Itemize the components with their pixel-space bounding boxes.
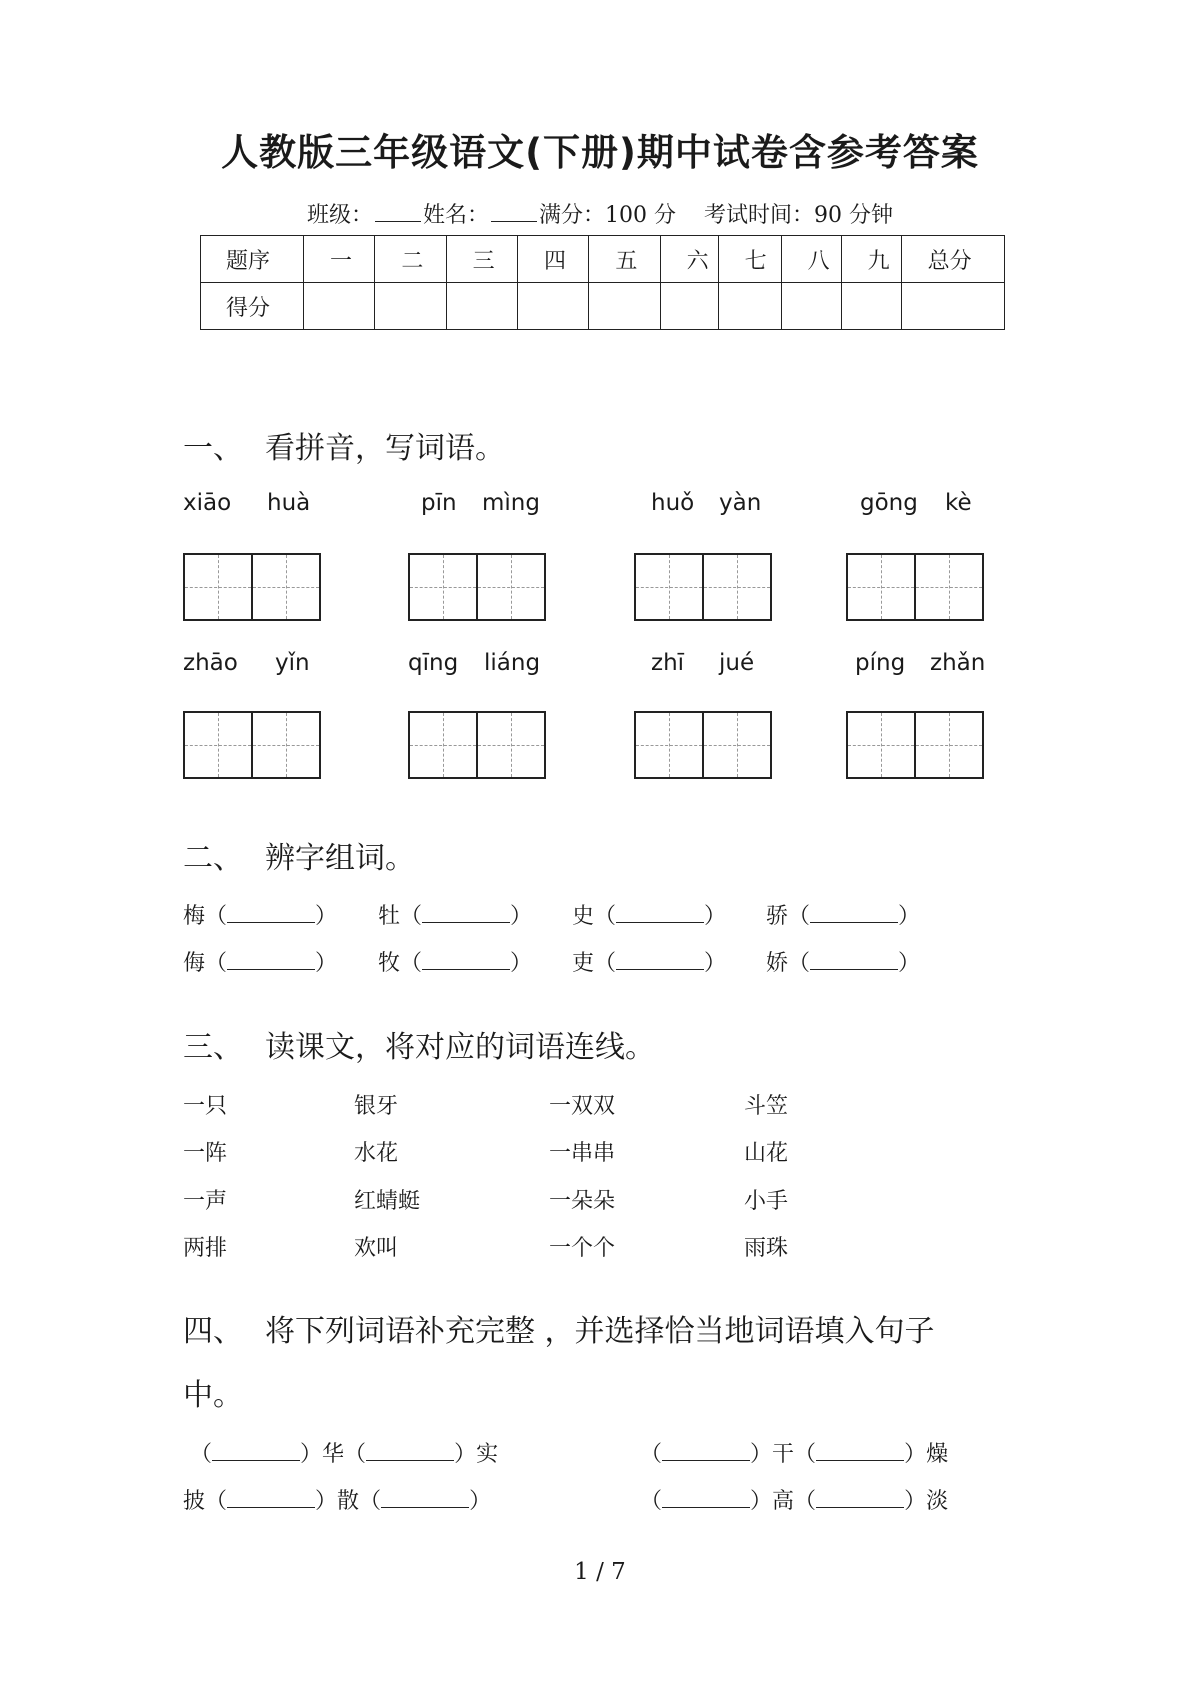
pinyin: huǒ [651, 490, 695, 516]
score-table-score-row [201, 283, 1005, 330]
exam-info [0, 198, 1200, 229]
idiom-item: （ ）高（ ）淡 [640, 1489, 949, 1514]
word-item: 牡（ ） [378, 904, 533, 929]
pinyin: jué [719, 650, 755, 676]
score-input-cell[interactable] [517, 283, 588, 330]
class-blank[interactable] [375, 203, 421, 222]
match-word[interactable]: 小手 [744, 1189, 789, 1214]
pinyin: píng [855, 650, 906, 676]
idiom-item: 披（ ）散（ ） [183, 1489, 492, 1514]
match-word[interactable]: 雨珠 [744, 1236, 789, 1261]
word-item: 梅（ ） [183, 904, 338, 929]
pinyin: qīng [408, 650, 459, 676]
page-number: 1 / 7 [574, 1559, 626, 1585]
score-input-cell[interactable] [375, 283, 446, 330]
pinyin: xiāo [183, 490, 232, 516]
answer-blank[interactable] [227, 951, 315, 970]
score-input-cell[interactable] [841, 283, 901, 330]
score-input-cell[interactable] [304, 283, 375, 330]
pinyin: gōng [860, 490, 918, 516]
section-title: 读课文，将对应的词语连线。 [265, 1030, 655, 1065]
score-input-cell[interactable] [718, 283, 781, 330]
answer-blank[interactable] [422, 951, 510, 970]
pinyin: yàn [719, 490, 762, 516]
name-blank[interactable] [491, 203, 537, 222]
exam-time: 考试时间：90 分钟 [704, 203, 894, 228]
pinyin: mìng [482, 490, 540, 516]
section-4-heading [183, 1306, 935, 1350]
score-input-cell[interactable] [446, 283, 517, 330]
pinyin: pīn [421, 490, 457, 516]
pinyin: liáng [484, 650, 541, 676]
writing-grid[interactable] [183, 711, 321, 779]
table-cell: 题序 [201, 236, 304, 283]
section-1-heading [183, 423, 505, 467]
section-number: 四、 [183, 1314, 243, 1349]
word-item: 娇（ ） [766, 951, 921, 976]
table-cell: 七 [718, 236, 781, 283]
match-word[interactable]: 斗笠 [744, 1094, 789, 1119]
table-cell: 总分 [901, 236, 1004, 283]
answer-blank[interactable] [616, 904, 704, 923]
writing-grid[interactable] [634, 711, 772, 779]
match-word[interactable]: 红蜻蜓 [354, 1189, 421, 1214]
match-word[interactable]: 山花 [744, 1141, 789, 1166]
word-item: 牧（ ） [378, 951, 533, 976]
pinyin: kè [945, 490, 972, 516]
answer-blank[interactable] [816, 1489, 904, 1508]
table-cell: 五 [589, 236, 660, 283]
match-word[interactable]: 一只 [183, 1094, 228, 1119]
answer-blank[interactable] [227, 1489, 315, 1508]
idiom-item: （ ）干（ ）燥 [640, 1442, 949, 1467]
table-cell: 二 [375, 236, 446, 283]
section-title: 将下列词语补充完整 ，并选择恰当地词语填入句子 [265, 1314, 935, 1349]
section-number: 二、 [183, 841, 243, 876]
score-table [200, 235, 1005, 330]
answer-blank[interactable] [816, 1442, 904, 1461]
score-input-cell[interactable] [901, 283, 1004, 330]
table-cell: 八 [781, 236, 841, 283]
table-cell: 一 [304, 236, 375, 283]
pinyin: zhī [651, 650, 685, 676]
answer-blank[interactable] [212, 1442, 300, 1461]
answer-blank[interactable] [422, 904, 510, 923]
word-item: 侮（ ） [183, 951, 338, 976]
word-item: 吏（ ） [572, 951, 727, 976]
score-input-cell[interactable] [589, 283, 660, 330]
writing-grid[interactable] [183, 553, 321, 621]
answer-blank[interactable] [810, 951, 898, 970]
match-word[interactable]: 水花 [354, 1141, 399, 1166]
idiom-item: （ ）华（ ）实 [190, 1442, 499, 1467]
match-word[interactable]: 欢叫 [354, 1236, 399, 1261]
writing-grid[interactable] [408, 711, 546, 779]
section-4-heading-cont: 中。 [183, 1378, 243, 1413]
section-2-heading [183, 833, 415, 877]
answer-blank[interactable] [662, 1442, 750, 1461]
table-cell: 得分 [201, 283, 304, 330]
word-item: 史（ ） [572, 904, 727, 929]
full-score: 满分：100 分 [539, 203, 677, 228]
pinyin: huà [267, 490, 311, 516]
table-cell: 三 [446, 236, 517, 283]
answer-blank[interactable] [381, 1489, 469, 1508]
answer-blank[interactable] [662, 1489, 750, 1508]
section-number: 三、 [183, 1030, 243, 1065]
pinyin: yǐn [275, 650, 310, 676]
word-item: 骄（ ） [766, 904, 921, 929]
match-word[interactable]: 一个个 [549, 1236, 616, 1261]
match-word[interactable]: 一串串 [549, 1141, 616, 1166]
section-title: 看拼音，写词语。 [265, 431, 505, 466]
match-word[interactable]: 一双双 [549, 1094, 616, 1119]
section-title: 辨字组词。 [265, 841, 415, 876]
page-title: 人教版三年级语文(下册)期中试卷含参考答案 [221, 131, 979, 174]
table-cell: 六 [660, 236, 718, 283]
match-word[interactable]: 一阵 [183, 1141, 228, 1166]
match-word[interactable]: 一朵朵 [549, 1189, 616, 1214]
name-label: 姓名： [423, 203, 490, 228]
table-cell: 四 [517, 236, 588, 283]
section-3-heading [183, 1022, 655, 1066]
writing-grid[interactable] [846, 711, 984, 779]
writing-grid[interactable] [634, 553, 772, 621]
table-cell: 九 [841, 236, 901, 283]
answer-blank[interactable] [227, 904, 315, 923]
pinyin: zhǎn [930, 650, 986, 676]
answer-blank[interactable] [616, 951, 704, 970]
match-word[interactable]: 一声 [183, 1189, 228, 1214]
answer-blank[interactable] [810, 904, 898, 923]
score-input-cell[interactable] [781, 283, 841, 330]
match-word[interactable]: 银牙 [354, 1094, 399, 1119]
writing-grid[interactable] [408, 553, 546, 621]
score-table-header-row [201, 236, 1005, 283]
answer-blank[interactable] [366, 1442, 454, 1461]
class-label: 班级： [306, 203, 373, 228]
section-number: 一、 [183, 431, 243, 466]
match-word[interactable]: 两排 [183, 1236, 228, 1261]
pinyin: zhāo [183, 650, 238, 676]
writing-grid[interactable] [846, 553, 984, 621]
score-input-cell[interactable] [660, 283, 718, 330]
